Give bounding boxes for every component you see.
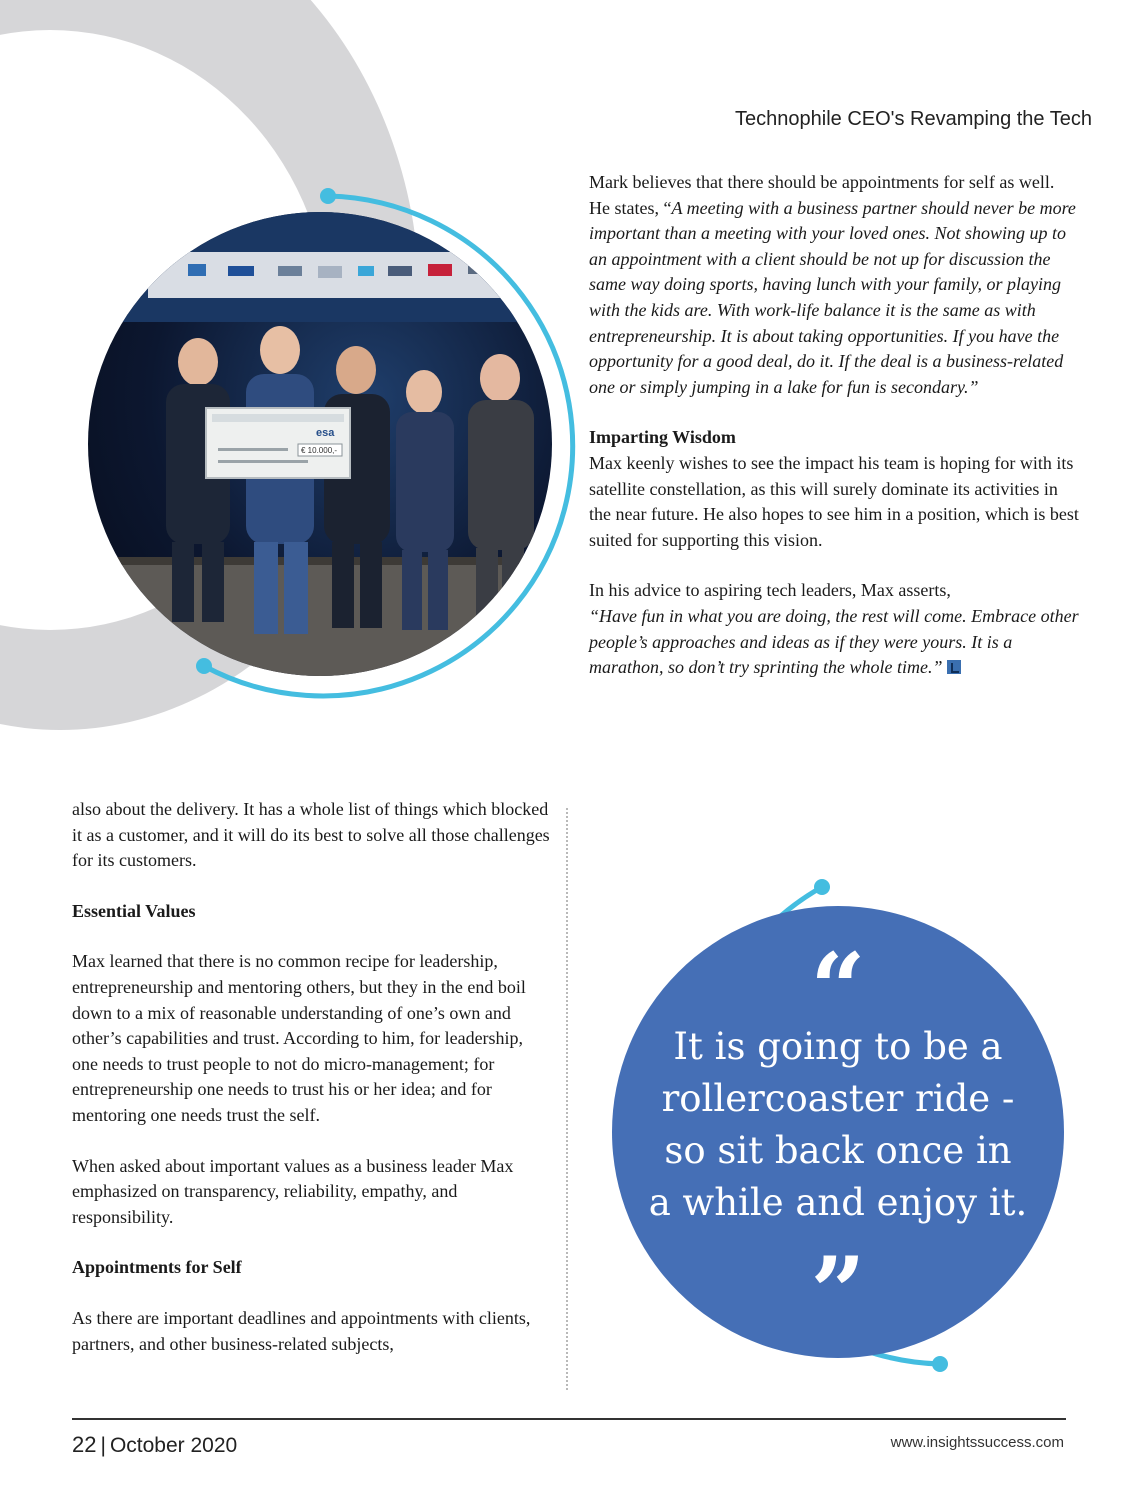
quote-text: It is going to be a rollercoaster ride - so sit back once in a while and enjoy it.	[648, 1025, 1028, 1224]
heading-appointments-for-self: Appointments for Self	[72, 1257, 242, 1278]
issue-date: October 2020	[109, 1434, 238, 1457]
paragraph-delivery: also about the delivery. It has a whole list of things which blocked it as a customer, and it will do its best to solve all those challenges for its customers.	[72, 799, 550, 871]
footer-page-info	[72, 1432, 237, 1458]
svg-text:esa: esa	[316, 427, 335, 439]
heading-essential-values: Essential Values	[72, 900, 196, 921]
paragraph-deadlines: As there are important deadlines and appointments with clients, partners, and other business-related subjects,	[72, 1307, 531, 1354]
right-column	[589, 170, 1079, 706]
svg-text:€ 10.000,-: € 10.000,-	[301, 446, 338, 455]
left-column	[72, 797, 550, 1382]
column-divider	[566, 808, 568, 1390]
website-url: www.insightssuccess.com	[890, 1434, 1064, 1451]
footer-separator: |	[100, 1434, 106, 1457]
footer-rule	[72, 1418, 1066, 1420]
heading-imparting-wisdom: Imparting Wisdom	[589, 427, 736, 448]
paragraph-leadership: Max learned that there is no common recipe for leadership, entrepreneurship and mentoring others, but they in the end boil down to a mix of reasonable understanding of one’s own and other’s capabilities and trust. According to him, for leadership, one needs to trust people to not do micro-management; for entrepreneurship one needs to trust his or her idea; and for mentoring one needs trust the self.	[72, 951, 526, 1125]
paragraph-advice: In his advice to aspiring tech leaders, Max asserts, “Have fun in what you are doing, the rest will come. Embrace other people’s approaches and ideas as if they were yours. It is a marathon, so don’t try sprinting the whole time.”	[589, 580, 1079, 678]
paragraph-values: When asked about important values as a business leader Max emphasized on transparency, reliability, empathy, and responsibility.	[72, 1155, 514, 1227]
end-of-article-icon	[947, 660, 961, 674]
running-header: Technophile CEO's Revamping the Tech	[735, 108, 1092, 130]
paragraph-appointments-quote: Mark believes that there should be appointments for self as well. He states, “A meeting with a business partner should never be more important than a meeting with your loved ones. Not showing up to an appointment with a client should be not up for discussion the same way doing sports, having lunch with your family, or playing with the kids are. With work-life balance it is the same as with entrepreneurship. It is about taking opportunities. If you have the opportunity for a good deal, do it. If the deal is a business-related one or simply jumping in a lake for fun is secondary.”	[589, 172, 1076, 397]
feature-photo	[70, 170, 610, 710]
oversized-cheque	[206, 408, 350, 478]
close-quote-icon: ”	[810, 1236, 866, 1349]
paragraph-impact: Max keenly wishes to see the impact his team is hoping for with its satellite constellation, as this will surely dominate its activities in the near future. He also hopes to see him in a position, which is best suited for supporting this vision.	[589, 452, 1079, 550]
page-number: 22	[72, 1432, 97, 1457]
pull-quote	[582, 876, 1082, 1396]
open-quote-icon: “	[810, 932, 866, 1045]
quote-circle	[612, 906, 1064, 1358]
award-ceremony-photo	[88, 212, 552, 676]
